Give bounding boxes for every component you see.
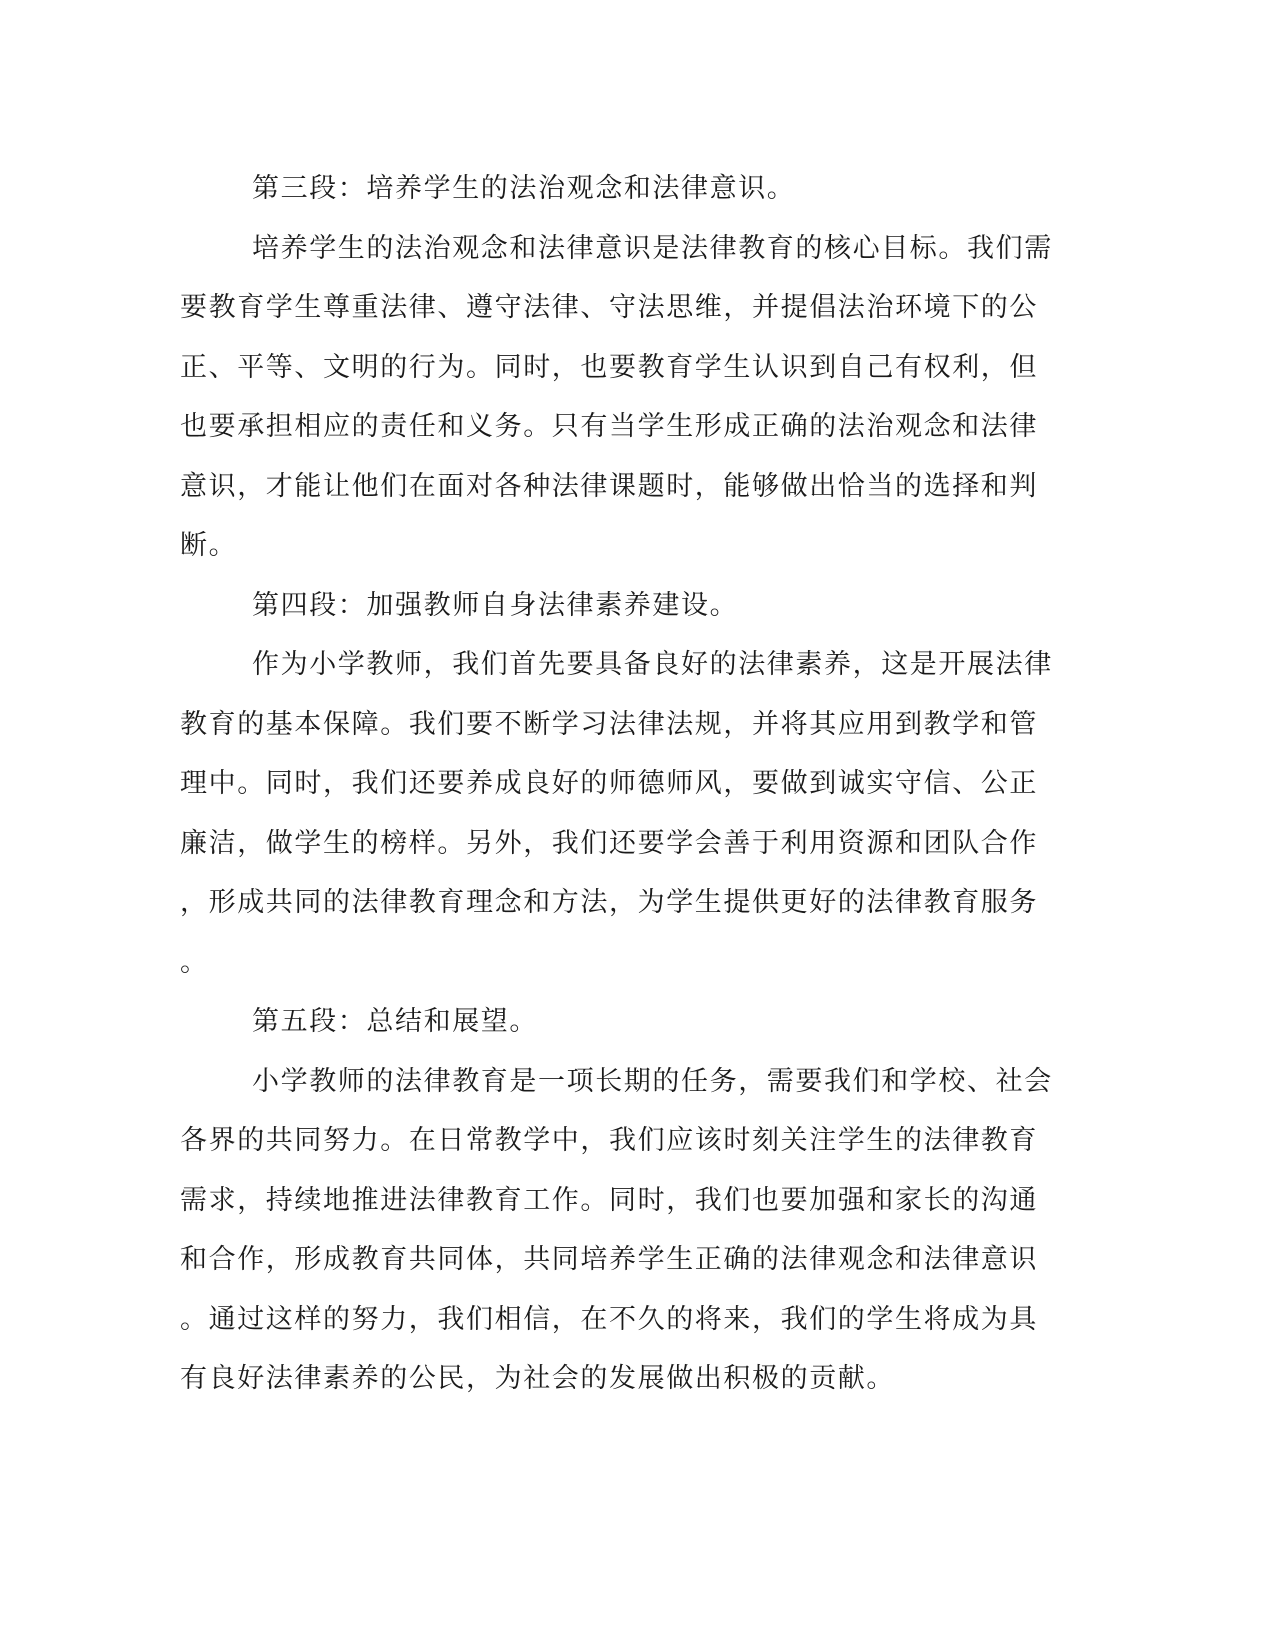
paragraph-line: 要教育学生尊重法律、遵守法律、守法思维，并提倡法治环境下的公	[180, 292, 1038, 323]
paragraph-line: 廉洁，做学生的榜样。另外，我们还要学会善于利用资源和团队合作	[180, 827, 1038, 859]
paragraph-line: 断。	[180, 530, 238, 561]
paragraph-line: 。	[180, 946, 209, 978]
paragraph-line: ，形成共同的法律教育理念和方法，为学生提供更好的法律教育服务	[180, 887, 1038, 918]
paragraph-line: 也要承担相应的责任和义务。只有当学生形成正确的法治观念和法律	[180, 411, 1038, 442]
section-heading-4: 第四段：加强教师自身法律素养建设。	[252, 589, 739, 621]
paragraph-line: 教育的基本保障。我们要不断学习法律法规，并将其应用到教学和管	[180, 708, 1038, 740]
document-body	[180, 159, 1053, 1409]
section-heading-3: 第三段：培养学生的法治观念和法律意识。	[252, 173, 796, 204]
paragraph-line: 。通过这样的努力，我们相信，在不久的将来，我们的学生将成为具	[180, 1303, 1038, 1335]
paragraph-line: 意识，才能让他们在面对各种法律课题时，能够做出恰当的选择和判	[180, 470, 1038, 502]
paragraph-line: 培养学生的法治观念和法律意识是法律教育的核心目标。我们需	[252, 232, 1053, 264]
paragraph-line: 需求，持续地推进法律教育工作。同时，我们也要加强和家长的沟通	[180, 1184, 1038, 1216]
paragraph-line: 有良好法律素养的公民，为社会的发展做出积极的贡献。	[180, 1363, 895, 1394]
paragraph-line: 理中。同时，我们还要养成良好的师德师风，要做到诚实守信、公正	[180, 768, 1038, 799]
paragraph-line: 小学教师的法律教育是一项长期的任务，需要我们和学校、社会	[252, 1065, 1053, 1097]
paragraph-line: 正、平等、文明的行为。同时，也要教育学生认识到自己有权利，但	[180, 351, 1038, 383]
paragraph-line: 作为小学教师，我们首先要具备良好的法律素养，这是开展法律	[252, 649, 1053, 680]
paragraph-line: 各界的共同努力。在日常教学中，我们应该时刻关注学生的法律教育	[180, 1125, 1038, 1156]
paragraph-line: 和合作，形成教育共同体，共同培养学生正确的法律观念和法律意识	[180, 1244, 1038, 1275]
section-heading-5: 第五段：总结和展望。	[252, 1006, 538, 1037]
